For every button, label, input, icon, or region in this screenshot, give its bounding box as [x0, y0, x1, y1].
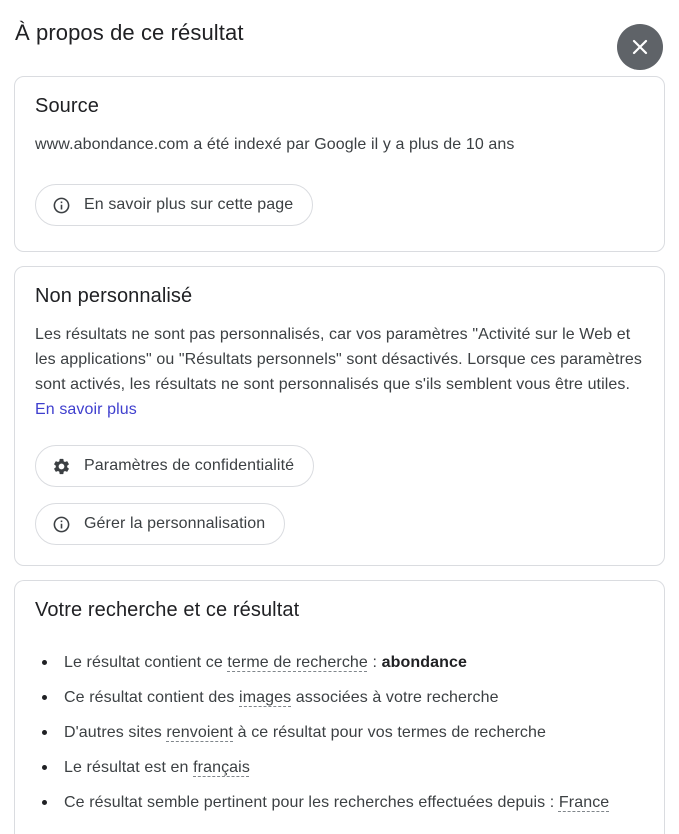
info-icon — [52, 515, 71, 534]
bullet-text: Le résultat est en — [64, 759, 194, 776]
term-tooltip-link[interactable]: France — [558, 794, 610, 811]
search-result-bullet-list — [35, 650, 644, 815]
bullet-text: associées à votre recherche — [291, 689, 499, 706]
source-card — [14, 76, 665, 252]
source-description: www.abondance.com a été indexé par Google il y a plus de 10 ans — [35, 136, 515, 153]
search-result-bullet — [35, 650, 644, 675]
search-result-bullet — [35, 790, 644, 815]
bullet-text: D'autres sites — [64, 724, 167, 741]
bullet-text: Le résultat contient ce — [64, 654, 228, 671]
learn-more-page-button-label: En savoir plus sur cette page — [84, 196, 294, 213]
manage-personalization-button-label: Gérer la personnalisation — [84, 515, 266, 532]
search-result-bullet — [35, 685, 644, 710]
learn-more-page-button[interactable] — [35, 184, 313, 226]
page-title: À propos de ce résultat — [15, 20, 244, 45]
info-icon — [52, 196, 71, 215]
personalization-buttons — [35, 445, 644, 545]
term-tooltip-link[interactable]: images — [239, 689, 292, 706]
source-card-title: Source — [35, 95, 99, 117]
close-icon — [630, 37, 650, 57]
bullet-text: Ce résultat contient des — [64, 689, 240, 706]
close-button[interactable] — [617, 24, 663, 70]
term-tooltip-link[interactable]: terme de recherche — [227, 654, 368, 671]
bullet-text: Ce résultat semble pertinent pour les recherches effectuées depuis : — [64, 794, 559, 811]
learn-more-link[interactable]: En savoir plus — [35, 401, 137, 418]
personalization-description — [35, 322, 644, 422]
search-term-text: abondance — [381, 654, 467, 671]
bullet-text: à ce résultat pour vos termes de recherche — [233, 724, 547, 741]
privacy-settings-button-label: Paramètres de confidentialité — [84, 457, 295, 474]
panel-header — [0, 0, 679, 76]
personalization-card — [14, 266, 665, 566]
search-result-card — [14, 580, 665, 834]
search-result-card-title: Votre recherche et ce résultat — [35, 599, 300, 621]
personalization-card-title: Non personnalisé — [35, 285, 193, 307]
gear-icon — [52, 457, 71, 476]
privacy-settings-button[interactable] — [35, 445, 314, 487]
manage-personalization-button[interactable] — [35, 503, 285, 545]
term-tooltip-link[interactable]: français — [193, 759, 250, 776]
bullet-text: : — [367, 654, 382, 671]
term-tooltip-link[interactable]: renvoient — [166, 724, 234, 741]
search-result-bullet — [35, 755, 644, 780]
search-result-bullet — [35, 720, 644, 745]
personalization-description-text: Les résultats ne sont pas personnalisés, car vos paramètres "Activité sur le Web et les applications" ou "Résultats personnels" sont désactivés. Lorsque ces paramètres sont activés, les résultats ne sont personnalisés que s'ils semblent vous être utiles. — [35, 326, 642, 393]
